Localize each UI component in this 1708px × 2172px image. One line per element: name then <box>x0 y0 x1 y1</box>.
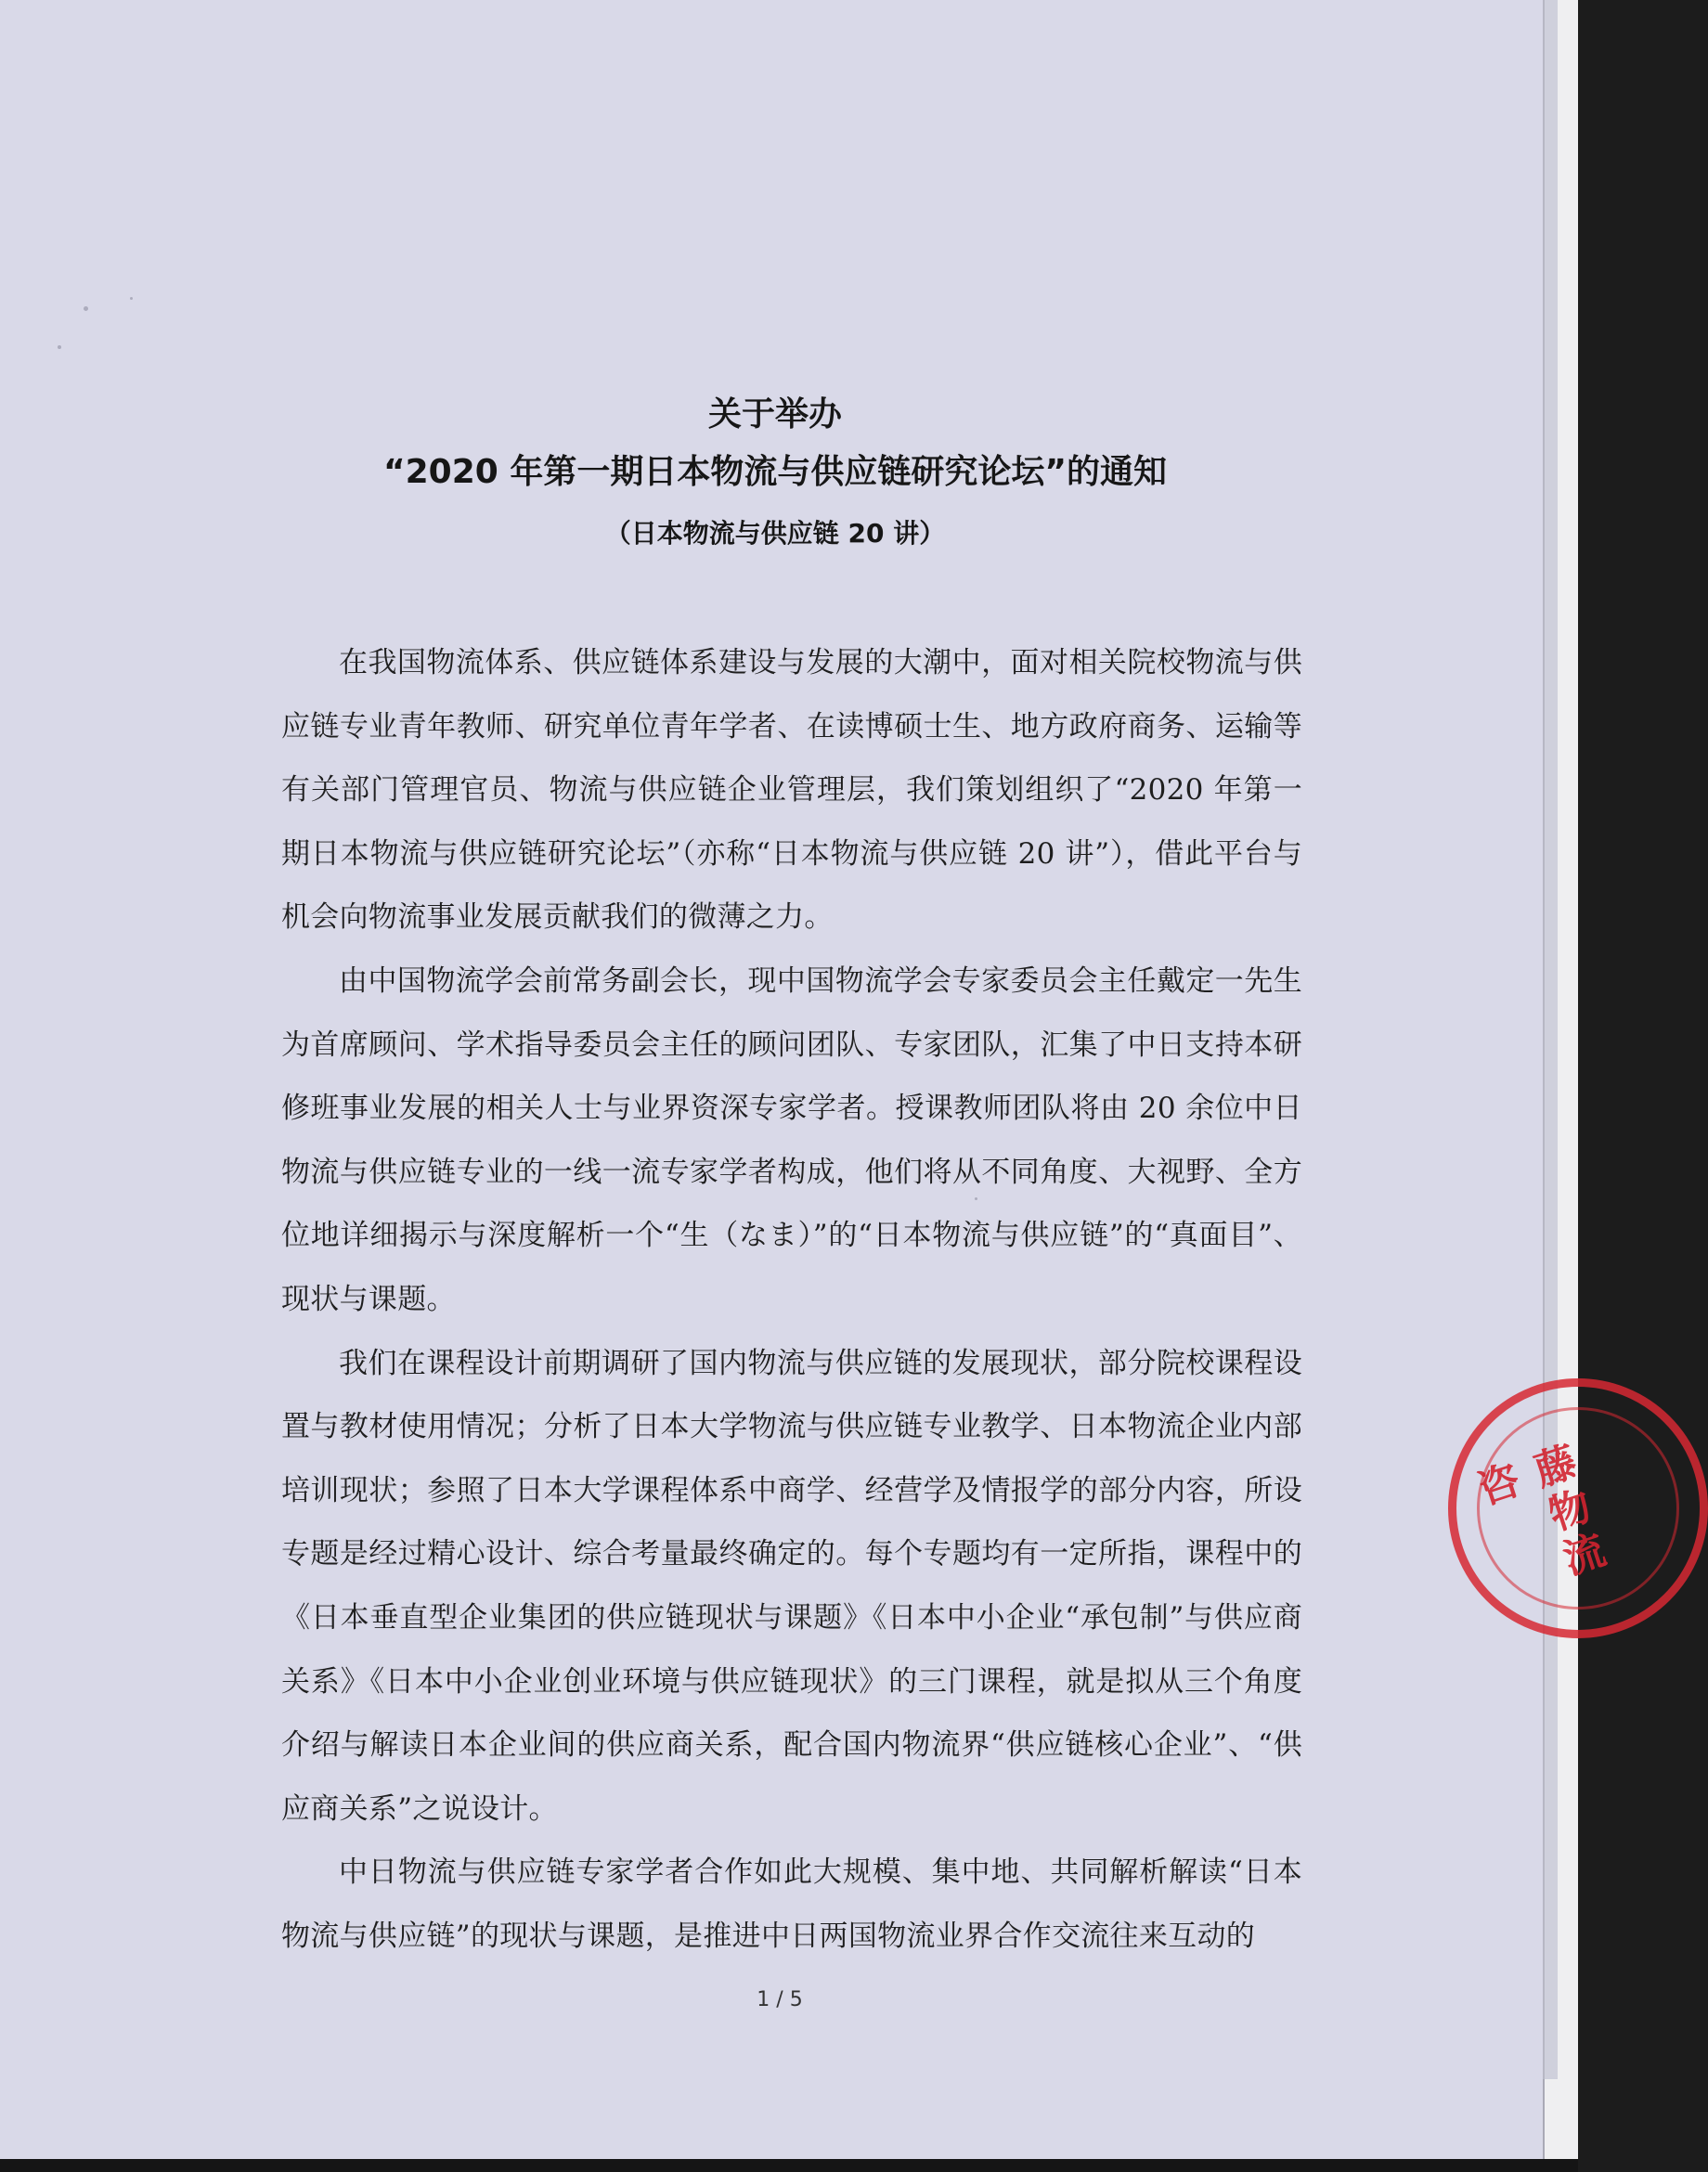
notice-body <box>281 631 1302 1968</box>
scan-bottom-edge <box>0 2159 1578 2172</box>
paragraph-3: 我们在课程设计前期调研了国内物流与供应链的发展现状，部分院校课程设置与教材使用情况；分析了日本大学物流与供应链专业教学、日本物流企业内部培训现状；参照了日本大学课程体系中商学、经营学及情报学的部分内容，所设专题是经过精心设计、综合考量最终确定的。每个专题均有一定所指，课程中的《日本垂直型企业集团的供应链现状与课题》《日本中小企业“承包制”与供应商关系》《日本中小企业创业环境与供应链现状》的三门课程，就是拟从三个角度介绍与解读日本企业间的供应商关系，配合国内物流界“供应链核心企业”、“供应商关系”之说设计。 <box>281 1346 1302 1826</box>
paragraph-4: 中日物流与供应链专家学者合作如此大规模、集中地、共同解析解读“日本物流与供应链”的现状与课题，是推进中日两国物流业界合作交流往来互动的 <box>281 1855 1302 1953</box>
notice-title-line1: 关于举办 <box>707 395 842 433</box>
paragraph-2: 由中国物流学会前常务副会长，现中国物流学会专家委员会主任戴定一先生为首席顾问、学术指导委员会主任的顾问团队、专家团队，汇集了中日支持本研修班事业发展的相关人士与业界资深专家学者。授课教师团队将由 20 余位中日物流与供应链专业的一线一流专家学者构成，他们将从不同角度、大视野、全方位地详细揭示与深度解析一个“生（なま）”的“日本物流与供应链”的“真面目”、现状与课题。 <box>281 963 1302 1316</box>
notice-title-line2: “2020 年第一期日本物流与供应链研究论坛”的通知 <box>382 453 1168 491</box>
seal-text: 藤物流咨 <box>1466 1439 1611 1587</box>
company-seal <box>1448 1378 1708 1638</box>
scan-speck <box>58 345 61 349</box>
notice-subtitle: （日本物流与供应链 20 讲） <box>604 518 946 549</box>
scan-speck <box>84 306 88 311</box>
paragraph-1: 在我国物流体系、供应链体系建设与发展的大潮中，面对相关院校物流与供应链专业青年教师、研究单位青年学者、在读博硕士生、地方政府商务、运输等有关部门管理官员、物流与供应链企业管理层，我们策划组织了“2020 年第一期日本物流与供应链研究论坛”（亦称“日本物流与供应链 20 讲”），借此平台与机会向物流事业发展贡献我们的微薄之力。 <box>281 646 1302 935</box>
scan-speck <box>130 297 133 300</box>
page-number: 1 / 5 <box>757 1988 803 2011</box>
page-edge-shadow <box>1543 0 1558 2079</box>
